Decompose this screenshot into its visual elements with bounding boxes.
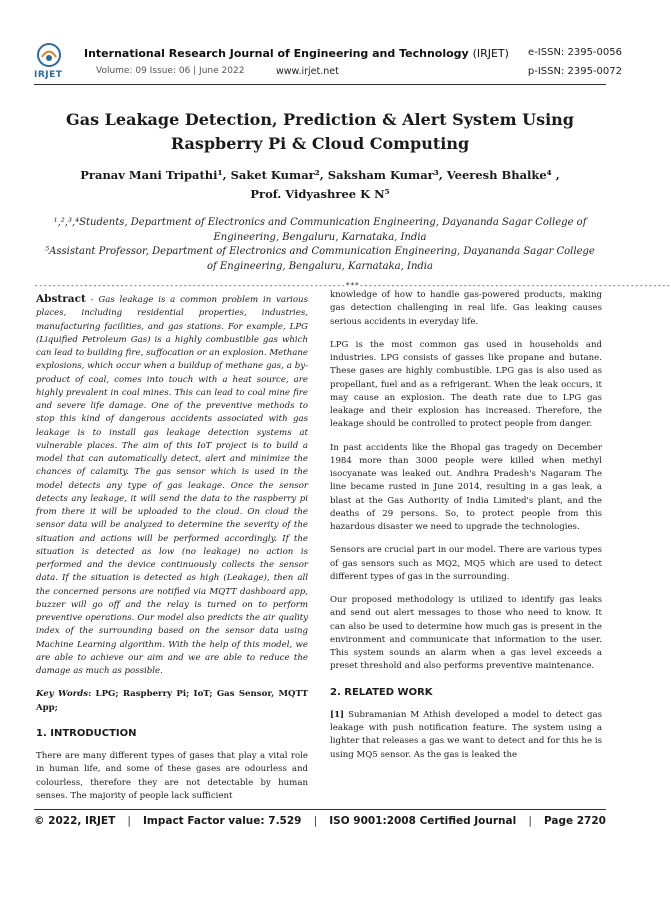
volume-info: Volume: 09 Issue: 06 | June 2022 [96, 66, 245, 76]
footer-iso: ISO 9001:2008 Certified Journal [329, 815, 517, 827]
reference-text: Subramanian M Athish developed a model to detect gas leakage with push notification feature. The system using a lighter that releases a gas we want to detect and for this he is using MQ5 sensor. As the gas is leaked the [330, 709, 602, 760]
affiliation-students: ¹,²,³,⁴Students, Department of Electronics and Communication Engineering, Dayananda Sagar College of Engineering, Bengaluru, Karnataka, India [53, 217, 587, 243]
footer-divider-1: | [127, 815, 131, 827]
right-column [330, 289, 602, 772]
body-paragraph-1: knowledge of how to handle gas-powered products, making gas detection challenging in real life. Gas leaking causes serious accidents in everyday life. [330, 290, 602, 327]
introduction-paragraph: There are many different types of gases that play a vital role in human life, and some of these gases are odourless and colourless, therefore they are not detectable by human senses. The majority of people lack sufficient [36, 751, 308, 801]
keywords [36, 688, 308, 715]
footer-copyright: © 2022, IRJET [34, 815, 116, 827]
irjet-logo-icon [36, 42, 62, 68]
abstract-text: Gas leakage is a common problem in various places, including residential properties, industries, manufacturing facilities, and gas stations. For example, LPG (Liquified Petroleum Gas) is a highly combustible gas which can lead to building fire, suffocation or an explosion. Methane explosions, which occur when a buildup of methane gas, a by-product of coal, comes into touch with a heat source, are highly prevalent in coal mines. This can lead to coal mine fire and severe life damage. One of the preventive methods to stop this kind of dangerous accidents associated with gas leakage is to install gas leakage detection systems at vulnerable places. The aim of this IoT project is to build a model that can automatically detect, alert and minimize the chances of calamity. The gas sensor which is used in the model detects any type of gas leakage. Once the sensor detects any leakage, it will send the data to the raspberry pi from there it will be uploaded to the cloud. On cloud the sensor data will be analyzed to determine the severity of the situation and actions will be performed accordingly. If the situation is detected as low (no leakage) no action is performed and the device continuously collects the sensor data. If the situation is detected as high (Leakage), then all the concerned persons are notified via MQTT dashboard app, buzzer will go off and the relay is turned on to perform preventive operations. Our model also predicts the air quality index of the surrounding based on the sensor data using Machine Learning algorithm. With the help of this model, we are able to achieve our aim and we are able to reduce the damage as much as possible. [36, 295, 308, 676]
header-divider [34, 84, 606, 85]
abstract [36, 293, 308, 678]
body-paragraph-3: In past accidents like the Bhopal gas tragedy on December 1984 more than 3000 people were killed when methyl isocyanate was leaked out. Andhra Pradesh's Nagaram The line became rusted in June 2014, resulting in a gas leak, a blast at the Gas Authority of India Limited's plant, and the deaths of 29 persons. So, to protect people from this hazardous disaster we need to upgrade the technologies. [330, 442, 602, 532]
footer-divider-2: | [313, 815, 318, 827]
authors-line-2: Prof. Vidyashree K N⁵ [250, 187, 390, 201]
abstract-label: Abstract [36, 293, 86, 305]
section-separator: ---------------------------------------------------------------------***--------------------------------------------------------------------- [34, 281, 671, 290]
pissn: p-ISSN: 2395-0072 [527, 66, 622, 77]
affiliations [40, 216, 600, 274]
journal-title: International Research Journal of Engineering and Technology (IRJET) [84, 47, 509, 60]
website-link[interactable]: www.irjet.net [276, 66, 339, 77]
keywords-text: : LPG; Raspberry Pi; IoT; Gas Sensor, MQTT App; [36, 689, 308, 713]
logo-text: IRJET [34, 70, 63, 80]
left-column [36, 293, 308, 813]
authors [30, 166, 610, 204]
affiliation-professor: ⁵Assistant Professor, Department of Electronics and Communication Engineering, Dayananda Sagar College of Engineering, Bengaluru, Karnataka, India [45, 246, 595, 272]
footer-page-number: Page 2720 [543, 815, 606, 827]
eissn: e-ISSN: 2395-0056 [528, 47, 622, 58]
authors-line-1: Pranav Mani Tripathi¹, Saket Kumar², Saksham Kumar³, Veeresh Bhalke⁴ , [80, 168, 560, 182]
abstract-dash: - [85, 295, 99, 305]
page-footer [34, 815, 606, 827]
related-work-heading: 2. RELATED WORK [330, 686, 433, 698]
body-paragraph-4: Sensors are crucial part in our model. There are various types of gas sensors such as MQ2, MQ5 which are used to detect different types of gas in the surrounding. [330, 545, 602, 582]
introduction-heading: 1. INTRODUCTION [36, 727, 137, 739]
footer-divider [34, 809, 606, 810]
body-paragraph-5: Our proposed methodology is utilized to identify gas leaks and send out alert messages to those who need to know. It can also be used to determine how much gas is present in the environment and communicate that information to the user. This system sounds an alarm when a gas level exceeds a preset threshold and also performs preventive maintenance. [330, 595, 602, 672]
body-paragraph-2: LPG is the most common gas used in households and industries. LPG consists of gasses like propane and butane. These gases are highly combustible. LPG gas is also used as propellant, fuel and as a refrigerant. When the leak occurs, it may cause an explosion. The death rate due to LPG gas leakage and their explosion has increased. Therefore, the leakage should be controlled to protect people from danger. [330, 339, 602, 430]
paper-title: Gas Leakage Detection, Prediction & Alert System Using Raspberry Pi & Cloud Computing [66, 110, 574, 153]
reference-number: [1] [330, 709, 345, 720]
footer-divider-3: | [528, 815, 532, 827]
reference-paragraph-1 [330, 709, 602, 762]
footer-impact-factor: Impact Factor value: 7.529 [143, 815, 302, 827]
keywords-label: Key Words [36, 689, 89, 700]
